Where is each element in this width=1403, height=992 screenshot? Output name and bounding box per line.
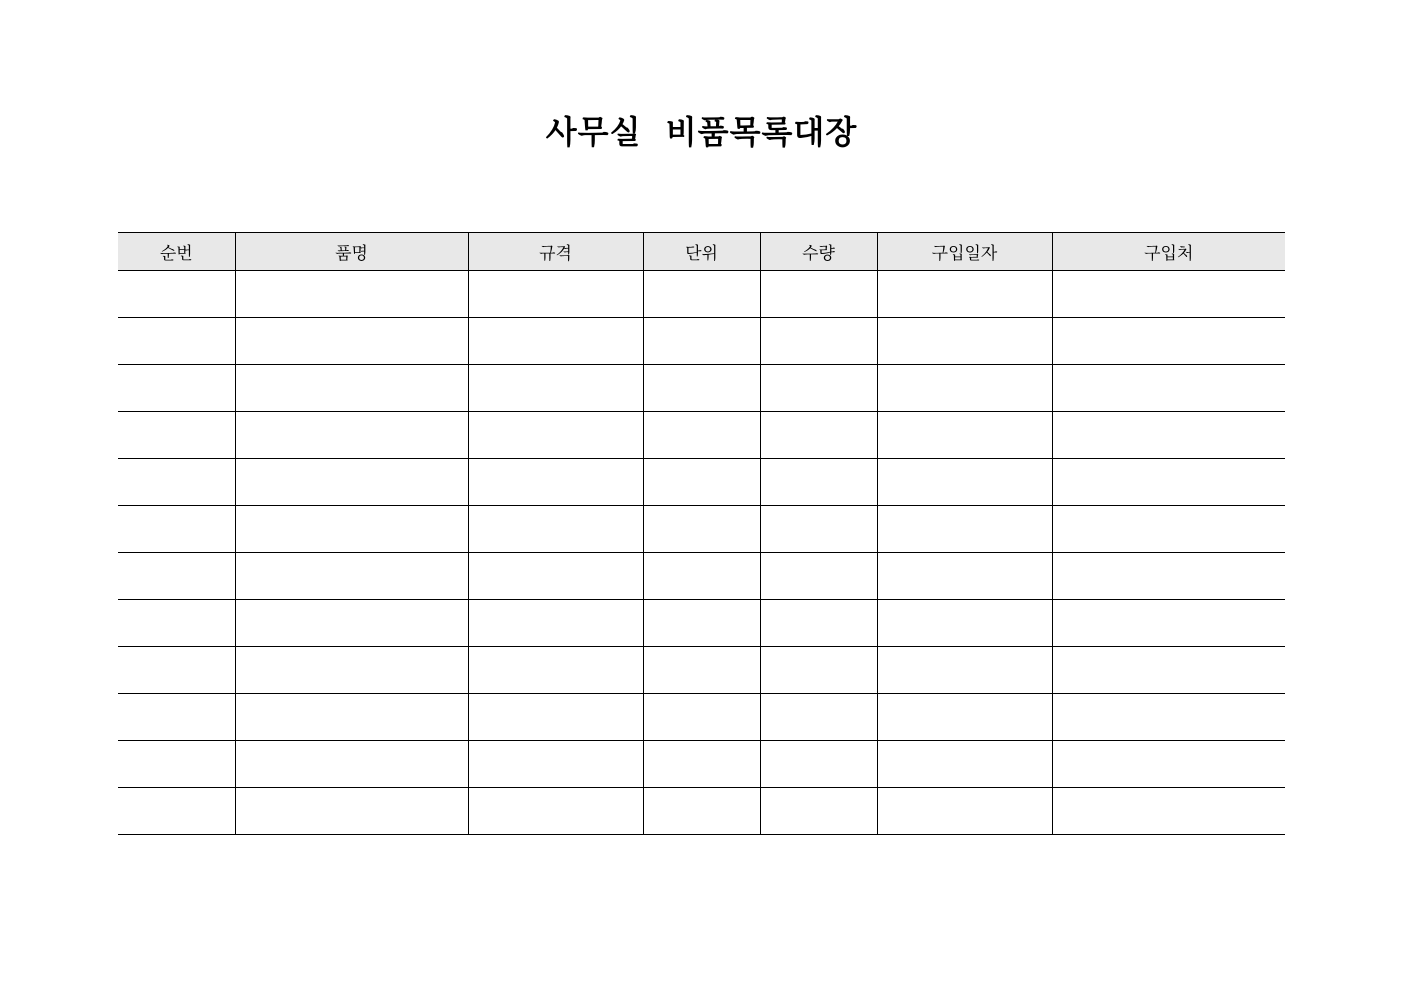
- cell-purchase-date[interactable]: [877, 365, 1052, 412]
- cell-unit[interactable]: [643, 271, 760, 318]
- cell-serial-no[interactable]: [118, 506, 235, 553]
- cell-purchase-date[interactable]: [877, 600, 1052, 647]
- cell-specification[interactable]: [468, 553, 643, 600]
- cell-quantity[interactable]: [760, 741, 877, 788]
- column-header-purchase-date: 구입일자: [877, 233, 1052, 271]
- cell-vendor[interactable]: [1052, 271, 1285, 318]
- cell-purchase-date[interactable]: [877, 459, 1052, 506]
- cell-purchase-date[interactable]: [877, 412, 1052, 459]
- cell-vendor[interactable]: [1052, 365, 1285, 412]
- column-header-serial-no: 순번: [118, 233, 235, 271]
- cell-specification[interactable]: [468, 600, 643, 647]
- cell-specification[interactable]: [468, 506, 643, 553]
- cell-specification[interactable]: [468, 412, 643, 459]
- cell-quantity[interactable]: [760, 459, 877, 506]
- cell-quantity[interactable]: [760, 365, 877, 412]
- table-row: [118, 553, 1285, 600]
- table-row: [118, 271, 1285, 318]
- column-header-vendor: 구입처: [1052, 233, 1285, 271]
- table-row: [118, 741, 1285, 788]
- cell-serial-no[interactable]: [118, 788, 235, 835]
- cell-quantity[interactable]: [760, 506, 877, 553]
- cell-vendor[interactable]: [1052, 600, 1285, 647]
- cell-item-name[interactable]: [235, 741, 468, 788]
- cell-quantity[interactable]: [760, 694, 877, 741]
- cell-vendor[interactable]: [1052, 553, 1285, 600]
- cell-serial-no[interactable]: [118, 365, 235, 412]
- table-row: [118, 506, 1285, 553]
- cell-item-name[interactable]: [235, 271, 468, 318]
- cell-purchase-date[interactable]: [877, 647, 1052, 694]
- cell-item-name[interactable]: [235, 506, 468, 553]
- cell-item-name[interactable]: [235, 600, 468, 647]
- cell-item-name[interactable]: [235, 459, 468, 506]
- cell-serial-no[interactable]: [118, 647, 235, 694]
- cell-quantity[interactable]: [760, 271, 877, 318]
- cell-quantity[interactable]: [760, 553, 877, 600]
- cell-item-name[interactable]: [235, 553, 468, 600]
- cell-purchase-date[interactable]: [877, 741, 1052, 788]
- cell-item-name[interactable]: [235, 694, 468, 741]
- cell-serial-no[interactable]: [118, 741, 235, 788]
- table-row: [118, 788, 1285, 835]
- cell-unit[interactable]: [643, 318, 760, 365]
- cell-specification[interactable]: [468, 741, 643, 788]
- equipment-register-table: [118, 232, 1285, 835]
- cell-unit[interactable]: [643, 600, 760, 647]
- cell-vendor[interactable]: [1052, 459, 1285, 506]
- cell-unit[interactable]: [643, 647, 760, 694]
- cell-unit[interactable]: [643, 694, 760, 741]
- cell-vendor[interactable]: [1052, 647, 1285, 694]
- header-row: [118, 233, 1285, 271]
- table-row: [118, 318, 1285, 365]
- cell-vendor[interactable]: [1052, 318, 1285, 365]
- cell-purchase-date[interactable]: [877, 694, 1052, 741]
- cell-purchase-date[interactable]: [877, 506, 1052, 553]
- cell-specification[interactable]: [468, 459, 643, 506]
- cell-purchase-date[interactable]: [877, 271, 1052, 318]
- cell-item-name[interactable]: [235, 647, 468, 694]
- cell-item-name[interactable]: [235, 412, 468, 459]
- cell-unit[interactable]: [643, 506, 760, 553]
- table-row: [118, 412, 1285, 459]
- cell-purchase-date[interactable]: [877, 788, 1052, 835]
- document-title: 사무실 비품목록대장: [545, 113, 858, 151]
- column-header-unit: 단위: [643, 233, 760, 271]
- table-body: [118, 271, 1285, 835]
- cell-vendor[interactable]: [1052, 694, 1285, 741]
- cell-item-name[interactable]: [235, 318, 468, 365]
- table-row: [118, 647, 1285, 694]
- cell-unit[interactable]: [643, 553, 760, 600]
- cell-quantity[interactable]: [760, 412, 877, 459]
- column-header-specification: 규격: [468, 233, 643, 271]
- cell-quantity[interactable]: [760, 318, 877, 365]
- cell-purchase-date[interactable]: [877, 318, 1052, 365]
- cell-vendor[interactable]: [1052, 506, 1285, 553]
- column-header-item-name: 품명: [235, 233, 468, 271]
- cell-unit[interactable]: [643, 365, 760, 412]
- cell-specification[interactable]: [468, 318, 643, 365]
- cell-unit[interactable]: [643, 741, 760, 788]
- column-header-quantity: 수량: [760, 233, 877, 271]
- cell-vendor[interactable]: [1052, 741, 1285, 788]
- cell-quantity[interactable]: [760, 788, 877, 835]
- cell-item-name[interactable]: [235, 365, 468, 412]
- cell-unit[interactable]: [643, 412, 760, 459]
- cell-specification[interactable]: [468, 694, 643, 741]
- cell-vendor[interactable]: [1052, 412, 1285, 459]
- cell-serial-no[interactable]: [118, 553, 235, 600]
- table-row: [118, 600, 1285, 647]
- cell-specification[interactable]: [468, 365, 643, 412]
- cell-unit[interactable]: [643, 459, 760, 506]
- table-row: [118, 694, 1285, 741]
- table-row: [118, 365, 1285, 412]
- table-row: [118, 459, 1285, 506]
- cell-serial-no[interactable]: [118, 694, 235, 741]
- cell-quantity[interactable]: [760, 647, 877, 694]
- cell-serial-no[interactable]: [118, 459, 235, 506]
- cell-serial-no[interactable]: [118, 600, 235, 647]
- cell-purchase-date[interactable]: [877, 553, 1052, 600]
- cell-specification[interactable]: [468, 788, 643, 835]
- cell-specification[interactable]: [468, 647, 643, 694]
- cell-serial-no[interactable]: [118, 412, 235, 459]
- cell-quantity[interactable]: [760, 600, 877, 647]
- cell-vendor[interactable]: [1052, 788, 1285, 835]
- cell-unit[interactable]: [643, 788, 760, 835]
- cell-serial-no[interactable]: [118, 271, 235, 318]
- cell-serial-no[interactable]: [118, 318, 235, 365]
- cell-specification[interactable]: [468, 271, 643, 318]
- cell-item-name[interactable]: [235, 788, 468, 835]
